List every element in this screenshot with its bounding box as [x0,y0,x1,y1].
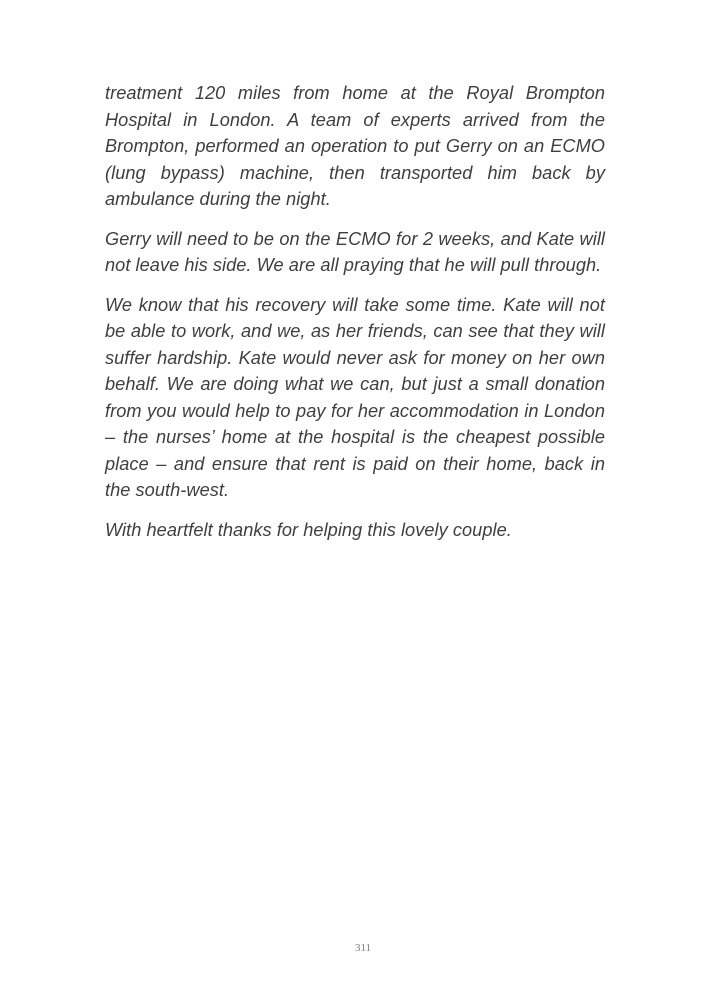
paragraph-treatment: treatment 120 miles from home at the Royal Brompton Hospital in London. A team of experts arrived from the Brompton, performed an operation to put Gerry on an ECMO (lung bypass) machine, then transported him back by ambulance during the night. [105,83,605,209]
body-text [105,80,605,556]
paragraph-recovery: We know that his recovery will take some time. Kate will not be able to work, and we, as her friends, can see that they will suffer hardship. Kate would never ask for money on her own behalf. We are doing what we can, but just a small donation from you would help to pay for her accommodation in London – the nurses’ home at the hospital is the cheapest possible place – and ensure that rent is paid on their home, back in the south-west. [105,294,605,500]
paragraph-ecmo: Gerry will need to be on the ECMO for 2 weeks, and Kate will not leave his side. We are all praying that he will pull through. [105,228,605,275]
paragraph-thanks: With heartfelt thanks for helping this lovely couple. [105,519,512,540]
page-number: 311 [354,942,372,954]
